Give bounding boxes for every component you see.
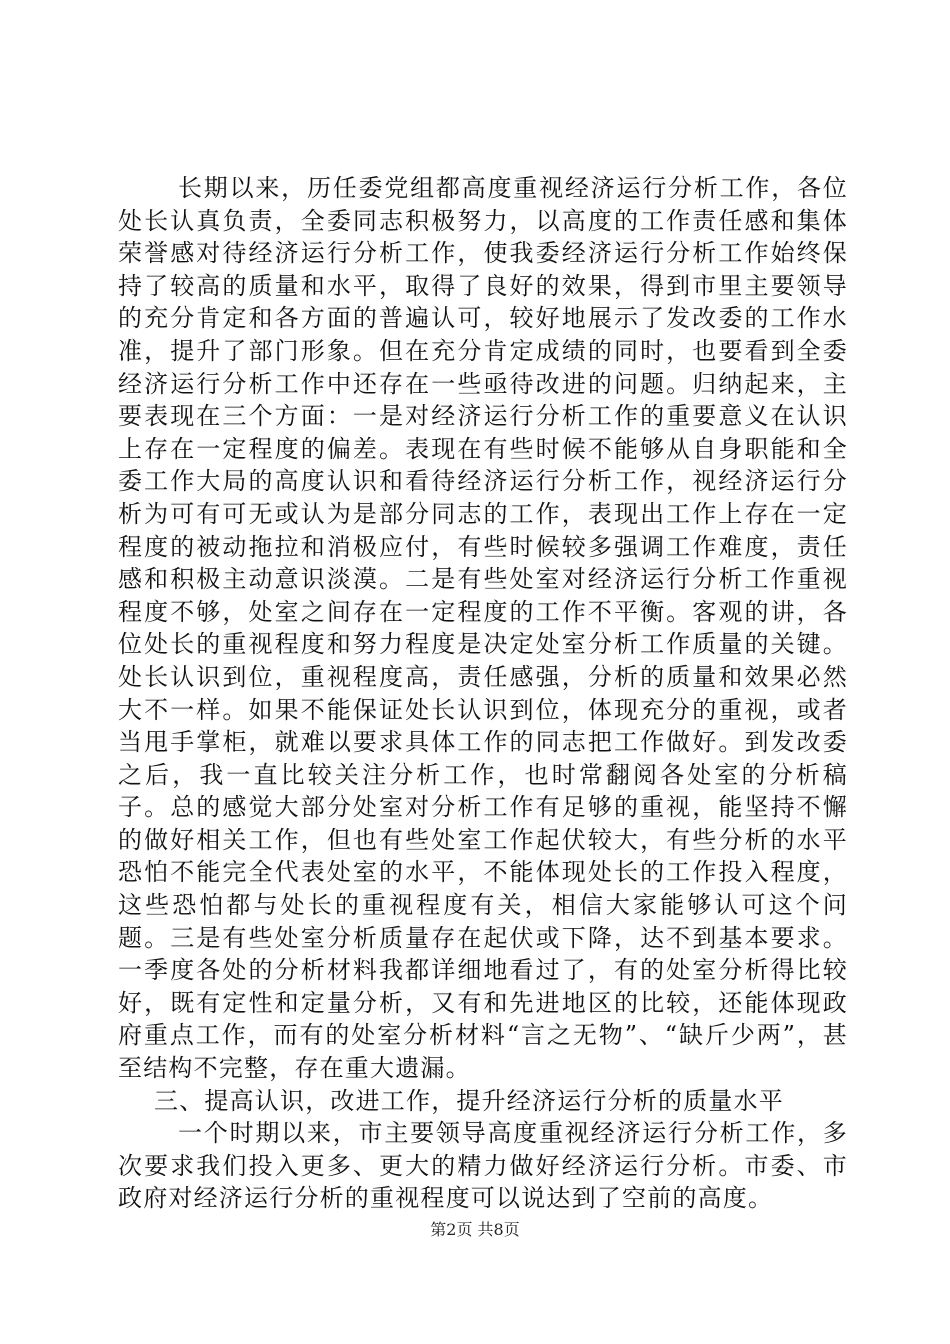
body-paragraph-1: 长期以来，历任委党组都高度重视经济运行分析工作，各位处长认真负责，全委同志积极努力，以高度的工作责任感和集体荣誉感对待经济运行分析工作，使我委经济运行分析工作始终保持了较高的质量和水平，取得了良好的效果，得到市里主要领导的充分肯定和各方面的普遍认可，较好地展示了发改委的工作水准，提升了部门形象。但在充分肯定成绩的同时，也要看到全委经济运行分析工作中还存在一些亟待改进的问题。归纳起来，主要表现在三个方面：一是对经济运行分析工作的重要意义在认识上存在一定程度的偏差。表现在有些时候不能够从自身职能和全委工作大局的高度认识和看待经济运行分析工作，视经济运行分析为可有可无或认为是部分同志的工作，表现出工作上存在一定程度的被动拖拉和消极应付，有些时候较多强调工作难度，责任感和积极主动意识淡漠。二是有些处室对经济运行分析工作重视程度不够，处室之间存在一定程度的工作不平衡。客观的讲，各位处长的重视程度和努力程度是决定处室分析工作质量的关键。处长认识到位，重视程度高，责任感强，分析的质量和效果必然大不一样。如果不能保证处长认识到位，体现充分的重视，或者当甩手掌柜，就难以要求具体工作的同志把工作做好。到发改委之后，我一直比较关注分析工作，也时常翻阅各处室的分析稿子。总的感觉大部分处室对分析工作有足够的重视，能坚持不懈的做好相关工作，但也有些处室工作起伏较大，有些分析的水平恐怕不能完全代表处室的水平，不能体现处长的工作投入程度，这些恐怕都与处长的重视程度有关，相信大家能够认可这个问题。三是有些处室分析质量存在起伏或下降，达不到基本要求。一季度各处的分析材料我都详细地看过了，有的处室分析得比较好，既有定性和定量分析，又有和先进地区的比较，还能体现政府重点工作，而有的处室分析材料“言之无物”、“缺斤少两”，甚至结构不完整，存在重大遗漏。 — [118, 174, 848, 1083]
document-body — [118, 172, 848, 1215]
page-footer — [0, 1220, 950, 1240]
section-heading-3: 三、提高认识，改进工作，提升经济运行分析的质量水平 — [154, 1086, 784, 1115]
page-number-label: 第2页 共8页 — [430, 1220, 520, 1239]
body-paragraph-2: 一个时期以来，市主要领导高度重视经济运行分析工作，多次要求我们投入更多、更大的精力做好经济运行分析。市委、市政府对经济运行分析的重视程度可以说达到了空前的高度。 — [118, 1119, 848, 1213]
